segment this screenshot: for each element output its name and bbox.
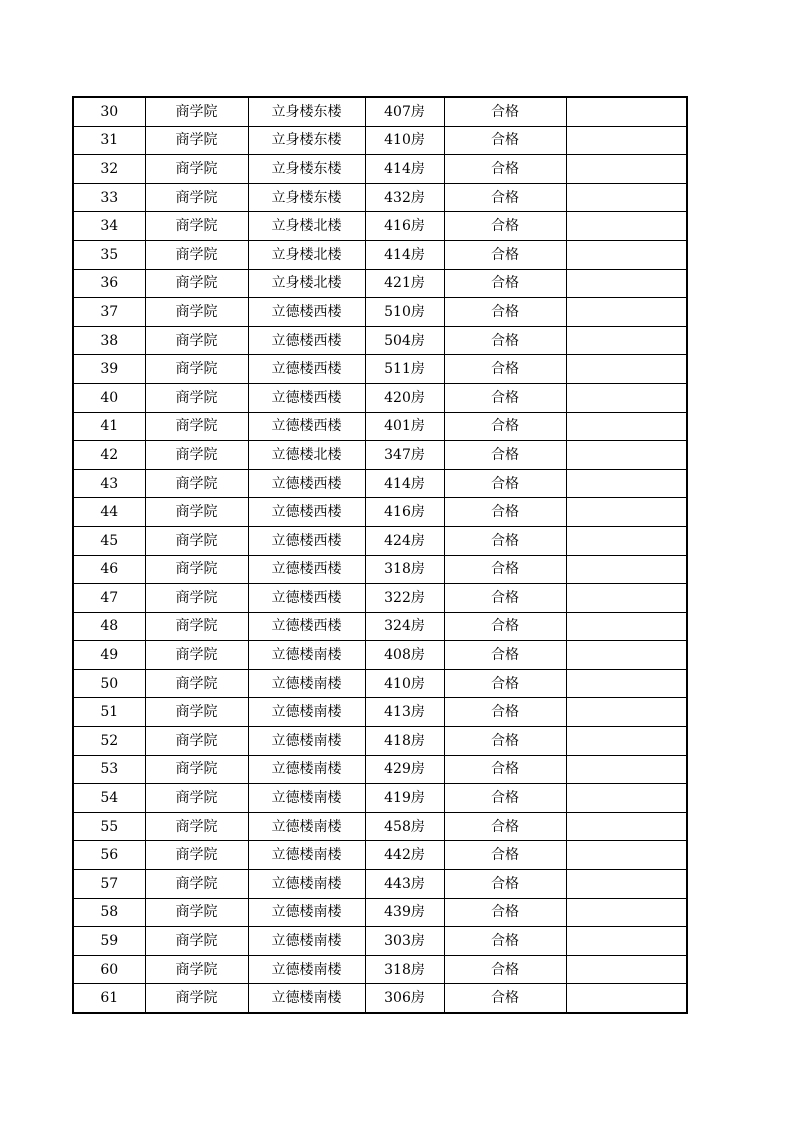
building-cell: 立身楼北楼 [248,212,365,241]
room-cell: 322房 [365,584,444,613]
building-cell: 立身楼北楼 [248,240,365,269]
building-cell: 立德楼西楼 [248,412,365,441]
result-cell: 合格 [444,612,566,641]
table-row [73,727,687,756]
room-cell: 442房 [365,841,444,870]
table-row [73,326,687,355]
result-cell: 合格 [444,526,566,555]
row-number-cell: 40 [73,383,145,412]
note-cell [566,584,687,613]
college-cell: 商学院 [145,784,248,813]
row-number-cell: 36 [73,269,145,298]
room-cell: 414房 [365,240,444,269]
table-row [73,355,687,384]
result-cell: 合格 [444,355,566,384]
room-cell: 420房 [365,383,444,412]
building-cell: 立德楼南楼 [248,927,365,956]
table-row [73,841,687,870]
room-cell: 511房 [365,355,444,384]
room-cell: 416房 [365,498,444,527]
college-cell: 商学院 [145,555,248,584]
table-row [73,298,687,327]
room-cell: 419房 [365,784,444,813]
college-cell: 商学院 [145,441,248,470]
college-cell: 商学院 [145,927,248,956]
college-cell: 商学院 [145,126,248,155]
building-cell: 立德楼西楼 [248,584,365,613]
inspection-table [72,96,688,1014]
note-cell [566,269,687,298]
table-row [73,584,687,613]
table-row [73,555,687,584]
result-cell: 合格 [444,870,566,899]
college-cell: 商学院 [145,326,248,355]
result-cell: 合格 [444,784,566,813]
table-row [73,269,687,298]
room-cell: 407房 [365,97,444,126]
result-cell: 合格 [444,412,566,441]
note-cell [566,526,687,555]
note-cell [566,298,687,327]
row-number-cell: 38 [73,326,145,355]
table-row [73,984,687,1013]
table-row [73,383,687,412]
room-cell: 408房 [365,641,444,670]
college-cell: 商学院 [145,984,248,1013]
note-cell [566,555,687,584]
row-number-cell: 42 [73,441,145,470]
room-cell: 418房 [365,727,444,756]
room-cell: 324房 [365,612,444,641]
row-number-cell: 59 [73,927,145,956]
building-cell: 立德楼南楼 [248,727,365,756]
building-cell: 立德楼西楼 [248,469,365,498]
note-cell [566,927,687,956]
result-cell: 合格 [444,927,566,956]
note-cell [566,126,687,155]
row-number-cell: 45 [73,526,145,555]
row-number-cell: 54 [73,784,145,813]
row-number-cell: 58 [73,898,145,927]
building-cell: 立身楼北楼 [248,269,365,298]
college-cell: 商学院 [145,612,248,641]
building-cell: 立德楼南楼 [248,641,365,670]
result-cell: 合格 [444,326,566,355]
building-cell: 立德楼南楼 [248,898,365,927]
table-row [73,755,687,784]
building-cell: 立德楼南楼 [248,784,365,813]
table-row [73,698,687,727]
note-cell [566,641,687,670]
room-cell: 510房 [365,298,444,327]
note-cell [566,755,687,784]
table-row [73,498,687,527]
college-cell: 商学院 [145,641,248,670]
room-cell: 401房 [365,412,444,441]
table-row [73,870,687,899]
college-cell: 商学院 [145,584,248,613]
note-cell [566,240,687,269]
room-cell: 303房 [365,927,444,956]
room-cell: 429房 [365,755,444,784]
row-number-cell: 61 [73,984,145,1013]
row-number-cell: 46 [73,555,145,584]
result-cell: 合格 [444,898,566,927]
room-cell: 306房 [365,984,444,1013]
building-cell: 立德楼西楼 [248,612,365,641]
result-cell: 合格 [444,298,566,327]
college-cell: 商学院 [145,841,248,870]
result-cell: 合格 [444,698,566,727]
college-cell: 商学院 [145,183,248,212]
result-cell: 合格 [444,755,566,784]
building-cell: 立身楼东楼 [248,97,365,126]
note-cell [566,183,687,212]
table-row [73,898,687,927]
result-cell: 合格 [444,183,566,212]
college-cell: 商学院 [145,727,248,756]
table-row [73,641,687,670]
college-cell: 商学院 [145,669,248,698]
room-cell: 413房 [365,698,444,727]
note-cell [566,812,687,841]
note-cell [566,412,687,441]
table-row [73,784,687,813]
note-cell [566,441,687,470]
row-number-cell: 32 [73,155,145,184]
note-cell [566,212,687,241]
row-number-cell: 37 [73,298,145,327]
college-cell: 商学院 [145,212,248,241]
result-cell: 合格 [444,155,566,184]
table-row [73,812,687,841]
building-cell: 立德楼西楼 [248,526,365,555]
building-cell: 立德楼西楼 [248,298,365,327]
building-cell: 立身楼东楼 [248,126,365,155]
building-cell: 立德楼南楼 [248,755,365,784]
building-cell: 立身楼东楼 [248,155,365,184]
result-cell: 合格 [444,841,566,870]
result-cell: 合格 [444,269,566,298]
table-row [73,126,687,155]
note-cell [566,498,687,527]
building-cell: 立德楼南楼 [248,955,365,984]
room-cell: 318房 [365,955,444,984]
room-cell: 416房 [365,212,444,241]
college-cell: 商学院 [145,240,248,269]
result-cell: 合格 [444,669,566,698]
building-cell: 立德楼西楼 [248,383,365,412]
college-cell: 商学院 [145,498,248,527]
note-cell [566,469,687,498]
room-cell: 421房 [365,269,444,298]
note-cell [566,870,687,899]
result-cell: 合格 [444,469,566,498]
college-cell: 商学院 [145,269,248,298]
college-cell: 商学院 [145,755,248,784]
note-cell [566,383,687,412]
result-cell: 合格 [444,126,566,155]
result-cell: 合格 [444,441,566,470]
result-cell: 合格 [444,383,566,412]
row-number-cell: 43 [73,469,145,498]
row-number-cell: 34 [73,212,145,241]
row-number-cell: 48 [73,612,145,641]
note-cell [566,326,687,355]
building-cell: 立德楼西楼 [248,355,365,384]
table-row [73,955,687,984]
college-cell: 商学院 [145,97,248,126]
college-cell: 商学院 [145,298,248,327]
result-cell: 合格 [444,212,566,241]
building-cell: 立德楼西楼 [248,326,365,355]
note-cell [566,984,687,1013]
table-body [73,97,687,1013]
row-number-cell: 44 [73,498,145,527]
row-number-cell: 31 [73,126,145,155]
room-cell: 443房 [365,870,444,899]
college-cell: 商学院 [145,355,248,384]
college-cell: 商学院 [145,469,248,498]
building-cell: 立德楼南楼 [248,870,365,899]
table-row [73,669,687,698]
room-cell: 410房 [365,669,444,698]
college-cell: 商学院 [145,812,248,841]
college-cell: 商学院 [145,526,248,555]
row-number-cell: 33 [73,183,145,212]
result-cell: 合格 [444,555,566,584]
row-number-cell: 60 [73,955,145,984]
row-number-cell: 53 [73,755,145,784]
room-cell: 347房 [365,441,444,470]
room-cell: 424房 [365,526,444,555]
note-cell [566,784,687,813]
room-cell: 439房 [365,898,444,927]
room-cell: 432房 [365,183,444,212]
note-cell [566,155,687,184]
college-cell: 商学院 [145,870,248,899]
table-row [73,469,687,498]
college-cell: 商学院 [145,898,248,927]
note-cell [566,698,687,727]
table-row [73,212,687,241]
result-cell: 合格 [444,240,566,269]
row-number-cell: 55 [73,812,145,841]
row-number-cell: 35 [73,240,145,269]
table-row [73,412,687,441]
table-row [73,240,687,269]
row-number-cell: 30 [73,97,145,126]
table-row [73,612,687,641]
note-cell [566,669,687,698]
note-cell [566,355,687,384]
building-cell: 立身楼东楼 [248,183,365,212]
row-number-cell: 50 [73,669,145,698]
room-cell: 504房 [365,326,444,355]
row-number-cell: 56 [73,841,145,870]
note-cell [566,898,687,927]
row-number-cell: 49 [73,641,145,670]
result-cell: 合格 [444,984,566,1013]
building-cell: 立德楼南楼 [248,984,365,1013]
building-cell: 立德楼南楼 [248,698,365,727]
college-cell: 商学院 [145,955,248,984]
result-cell: 合格 [444,584,566,613]
row-number-cell: 47 [73,584,145,613]
result-cell: 合格 [444,97,566,126]
college-cell: 商学院 [145,412,248,441]
table-row [73,97,687,126]
note-cell [566,727,687,756]
college-cell: 商学院 [145,383,248,412]
result-cell: 合格 [444,955,566,984]
table-row [73,927,687,956]
table-row [73,441,687,470]
note-cell [566,97,687,126]
table-row [73,155,687,184]
building-cell: 立德楼南楼 [248,841,365,870]
room-cell: 414房 [365,155,444,184]
table-row [73,526,687,555]
row-number-cell: 51 [73,698,145,727]
result-cell: 合格 [444,727,566,756]
result-cell: 合格 [444,498,566,527]
row-number-cell: 39 [73,355,145,384]
building-cell: 立德楼南楼 [248,812,365,841]
table-row [73,183,687,212]
building-cell: 立德楼南楼 [248,669,365,698]
college-cell: 商学院 [145,155,248,184]
row-number-cell: 57 [73,870,145,899]
room-cell: 318房 [365,555,444,584]
room-cell: 414房 [365,469,444,498]
note-cell [566,841,687,870]
note-cell [566,612,687,641]
college-cell: 商学院 [145,698,248,727]
building-cell: 立德楼西楼 [248,555,365,584]
building-cell: 立德楼西楼 [248,498,365,527]
building-cell: 立德楼北楼 [248,441,365,470]
room-cell: 410房 [365,126,444,155]
row-number-cell: 41 [73,412,145,441]
room-cell: 458房 [365,812,444,841]
result-cell: 合格 [444,812,566,841]
result-cell: 合格 [444,641,566,670]
note-cell [566,955,687,984]
row-number-cell: 52 [73,727,145,756]
